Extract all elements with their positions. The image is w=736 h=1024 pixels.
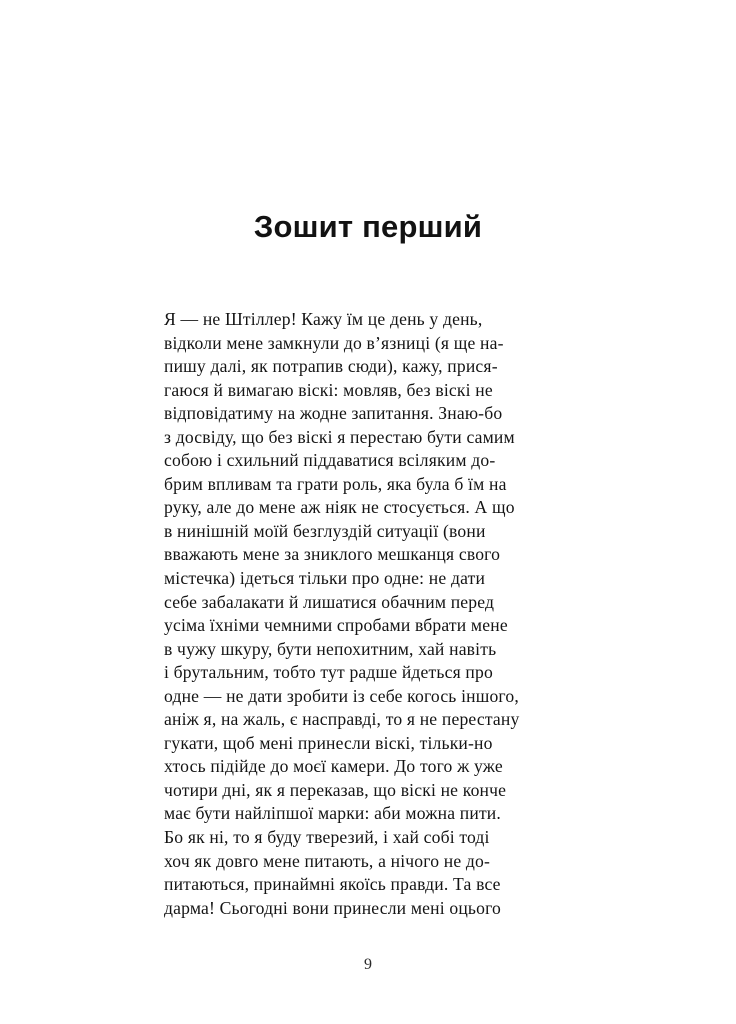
body-line: себе забалакати й лишатися обачним перед: [164, 591, 495, 612]
page-title: Зошит перший: [253, 208, 483, 244]
body-line: собою і схильний піддаватися всіляким до-: [164, 450, 496, 471]
body-line: вважають мене за зниклого мешканця свого: [164, 544, 501, 565]
body-line: брим впливам та грати роль, яка була б їм на: [164, 473, 507, 494]
body-line: і брутальним, тобто тут радше йдеться про: [164, 662, 493, 683]
body-line: пишу далі, як потрапив сюди), кажу, прися-: [164, 356, 498, 377]
body-line: Бо як ні, то я буду тверезий, і хай собі тоді: [164, 827, 490, 848]
body-line: усіма їхніми чемними спробами вбрати мене: [164, 615, 508, 636]
body-line: питаються, принаймні якоїсь правди. Та все: [164, 874, 501, 895]
body-line: відколи мене замкнули до в’язниці (я ще на-: [164, 332, 504, 353]
body-line: одне — не дати зробити із себе когось іншого,: [164, 685, 519, 706]
body-line: відповідатиму на жодне запитання. Знаю-бо: [164, 403, 503, 424]
body-line: в нинішній моїй безглуздій ситуації (вони: [164, 520, 486, 541]
body-line: аніж я, на жаль, є насправді, то я не перестану: [164, 709, 520, 730]
body-line: хоч як довго мене питають, а нічого не до-: [164, 850, 491, 871]
body-line: має бути найліпшої марки: аби можна пити.: [164, 803, 501, 824]
body-line: руку, але до мене аж ніяк не стосується. А що: [164, 497, 515, 518]
body-text-block: [164, 308, 571, 920]
body-line: містечка) ідеться тільки про одне: не дати: [164, 568, 486, 589]
body-line: дарма! Сьогодні вони принесли мені оцього: [164, 897, 502, 918]
body-line: з досвіду, що без віскі я перестаю бути самим: [164, 426, 515, 447]
body-line: гаюся й вимагаю віскі: мовляв, без віскі не: [164, 379, 493, 400]
body-line: в чужу шкуру, бути непохитним, хай навіть: [164, 638, 497, 659]
body-line: Я — не Штіллер! Кажу їм це день у день,: [164, 309, 483, 329]
body-line: гукати, щоб мені принесли віскі, тільки-но: [164, 732, 493, 753]
body-line: чотири дні, як я переказав, що віскі не конче: [164, 779, 507, 800]
page-number: 9: [364, 956, 372, 973]
body-line: хтось підійде до моєї камери. До того ж уже: [164, 756, 503, 777]
